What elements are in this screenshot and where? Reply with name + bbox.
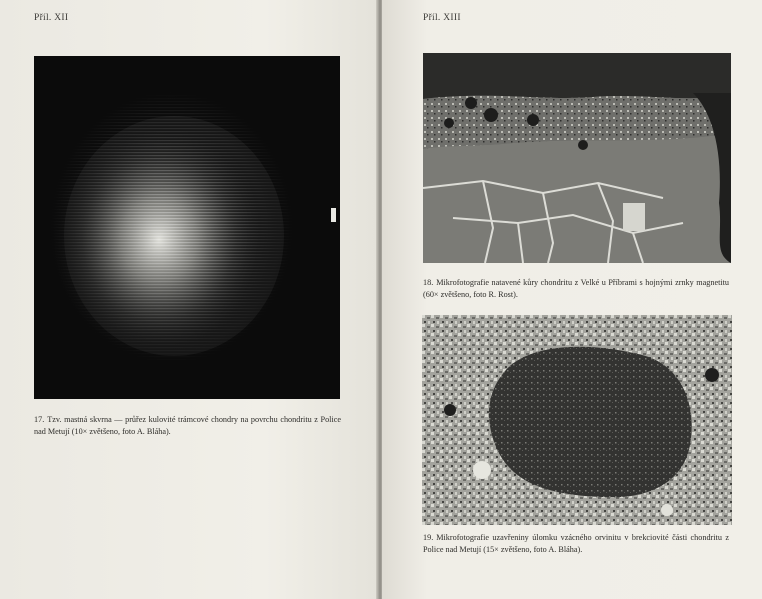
figure-number: 19. [423, 533, 434, 542]
photo-orvinite-inclusion [422, 315, 732, 525]
caption-19 [423, 532, 729, 555]
photo-chondrule [34, 56, 340, 399]
caption-18 [423, 277, 729, 300]
photo-fusion-crust [423, 53, 731, 263]
caption-17 [34, 414, 341, 437]
right-page [382, 0, 762, 599]
left-page [0, 0, 379, 599]
plate-label-xii: Příl. XII [34, 13, 69, 23]
figure-number: 18. [423, 278, 434, 287]
caption-text: Mikrofotografie natavené kůry chondritu z Velké u Příbrami s hojnými zrnky magnetitu (60× zvětšeno, foto R. Rost). [423, 278, 729, 299]
caption-text: Tzv. mastná skvrna — průřez kulovité trámcové chondry na povrchu chondritu z Police nad Metují (10× zvětšeno, foto A. Bláha). [34, 415, 341, 436]
figure-number: 17. [34, 415, 45, 424]
caption-text: Mikrofotografie uzavřeniny úlomku vzácného orvinitu v brekciovité části chondritu z Police nad Metují (15× zvětšeno, foto A. Bláha). [423, 533, 729, 554]
plate-label-xiii: Příl. XIII [423, 13, 461, 23]
